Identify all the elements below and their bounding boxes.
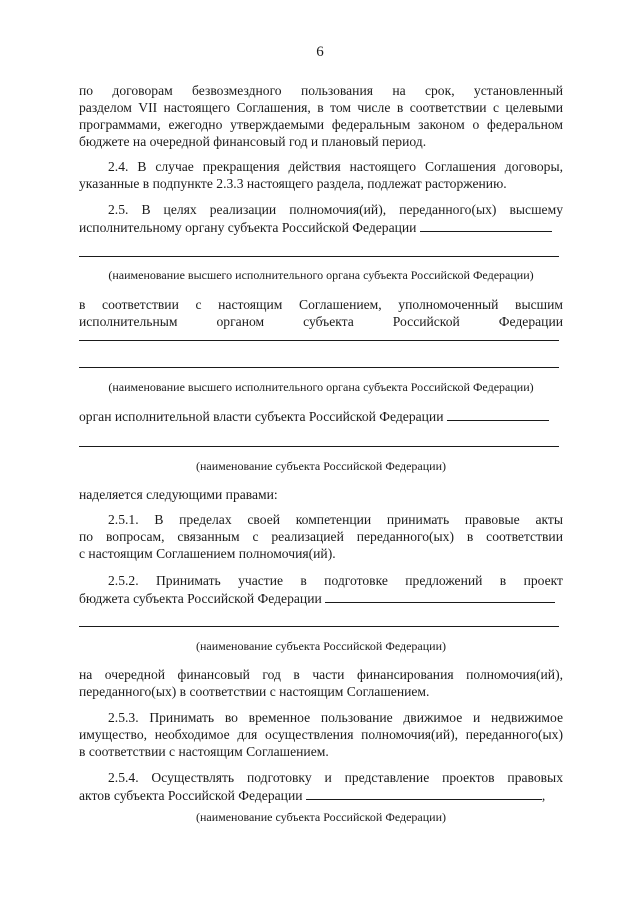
text-line: в соответствии с настоящим Соглашением. <box>79 744 329 759</box>
text-line: разделом VII настоящего Соглашения, в том числе в соответствии с целевыми <box>79 100 563 115</box>
text-line: в соответствии с настоящим Соглашением, уполномоченный высшим <box>79 297 563 312</box>
fill-in-line <box>79 626 559 627</box>
fill-in-line <box>79 367 559 368</box>
text-line: программами, ежегодно утверждаемыми федеральным законом о федеральном <box>79 117 563 132</box>
text-line: имущество, необходимое для осуществления полномочия(ий), переданного(ых) <box>79 727 563 742</box>
text-line: 2.4. В случае прекращения действия настоящего Соглашения договоры, <box>108 159 563 174</box>
text-line: бюджете на очередной финансовый год и плановый период. <box>79 134 427 149</box>
text-line <box>79 218 563 236</box>
trailing-comma: , <box>541 788 546 803</box>
text-segment: исполнительному органу субъекта Российской Федерации <box>79 220 417 235</box>
field-caption: (наименование субъекта Российской Федерации) <box>195 459 447 473</box>
fill-in-line <box>79 446 559 447</box>
text-line: 2.5.1. В пределах своей компетенции принимать правовые акты <box>108 512 563 527</box>
text-line <box>79 786 563 804</box>
text-line: 2.5.3. Принимать во временное пользование движимое и недвижимое <box>108 710 563 725</box>
fill-in-line <box>79 340 559 341</box>
text-segment: бюджета субъекта Российской Федерации <box>79 591 322 606</box>
fill-in-line <box>79 256 559 257</box>
text-line: наделяется следующими правами: <box>79 487 278 502</box>
field-caption: (наименование высшего исполнительного органа субъекта Российской Федерации) <box>108 380 534 394</box>
fill-in-blank <box>420 218 552 232</box>
text-segment: актов субъекта Российской Федерации <box>79 788 303 803</box>
text-line: 2.5. В целях реализации полномочия(ий), переданного(ых) высшему <box>108 202 563 217</box>
text-line: 2.5.4. Осуществлять подготовку и представление проектов правовых <box>108 770 563 785</box>
text-line <box>79 407 563 425</box>
field-caption: (наименование субъекта Российской Федерации) <box>195 639 447 653</box>
fill-in-blank <box>447 407 549 421</box>
text-line: исполнительным органом субъекта Российской Федерации <box>79 314 563 329</box>
text-line: 2.5.2. Принимать участие в подготовке предложений в проект <box>108 573 563 588</box>
text-segment: орган исполнительной власти субъекта Российской Федерации <box>79 409 444 424</box>
fill-in-blank <box>306 786 542 800</box>
text-line <box>79 589 563 607</box>
text-line: по договорам безвозмездного пользования на срок, установленный <box>79 83 563 98</box>
field-caption: (наименование субъекта Российской Федерации) <box>195 810 447 824</box>
fill-in-blank <box>325 589 555 603</box>
text-line: указанные в подпункте 2.3.3 настоящего раздела, подлежат расторжению. <box>79 176 507 191</box>
page-number: 6 <box>316 44 324 60</box>
text-line: с настоящим Соглашением полномочия(ий). <box>79 546 336 561</box>
text-line: по вопросам, связанным с реализацией переданного(ых) в соответствии <box>79 529 563 544</box>
text-line: переданного(ых) в соответствии с настоящим Соглашением. <box>79 684 430 699</box>
text-line: на очередной финансовый год в части финансирования полномочия(ий), <box>79 667 563 682</box>
field-caption: (наименование высшего исполнительного органа субъекта Российской Федерации) <box>108 268 534 282</box>
